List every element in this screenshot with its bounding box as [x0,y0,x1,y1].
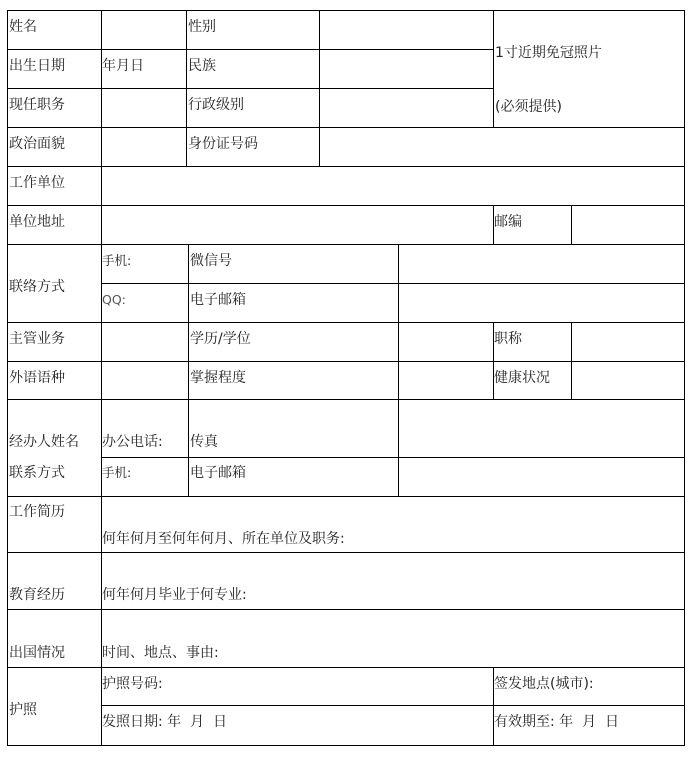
handler-contact-label: 联系方式 [9,465,65,481]
political-status-label: 政治面貌 [9,136,65,152]
current-position-label: 现任职务 [9,97,65,113]
rule [188,244,189,400]
mobile-label: 手机: [102,253,132,268]
rule [319,10,320,167]
rule [571,205,572,245]
issue-place-label: 签发地点(城市): [494,676,594,692]
rule [7,496,684,497]
rule [188,399,189,497]
admin-level-label: 行政级别 [188,97,244,113]
rule [493,10,494,128]
foreign-language-label: 外语语种 [9,370,65,386]
rule [7,361,684,362]
ethnicity-label: 民族 [188,58,216,74]
passport-number-label: 护照号码: [102,676,163,692]
education-history-hint: 何年何月毕业于何专业: [102,587,247,603]
handler-name-label: 经办人姓名 [9,434,79,450]
rule [398,244,399,400]
professional-title-label: 职称 [494,331,522,347]
employer-label: 工作单位 [9,175,65,191]
valid-until-label: 有效期至: 年 月 日 [494,714,619,730]
employer-address-label: 单位地址 [9,214,65,230]
photo-instruction: 1寸近期免冠照片 [495,45,602,61]
rule [571,322,572,400]
rule [7,205,684,206]
education-history-label: 教育经历 [9,587,65,603]
postcode-label: 邮编 [494,214,522,230]
handler-email-label: 电子邮箱 [190,465,246,481]
rule [7,745,684,746]
proficiency-label: 掌握程度 [190,370,246,386]
rule [7,552,684,553]
overseas-travel-label: 出国情况 [9,645,65,661]
rule [7,667,684,668]
handler-mobile-label: 手机: [102,465,132,480]
business-label: 主管业务 [9,331,65,347]
health-status-label: 健康状况 [494,370,550,386]
office-phone-label: 办公电话: [102,434,163,450]
wechat-label: 微信号 [190,253,232,269]
fax-label: 传真 [190,434,218,450]
name-label: 姓名 [9,19,37,35]
rule [398,399,399,497]
rule [7,127,684,128]
rule [7,10,684,11]
rule [7,10,8,746]
gender-label: 性别 [188,19,216,35]
work-history-label: 工作简历 [9,504,65,520]
passport-label: 护照 [9,702,37,718]
rule [7,166,684,167]
rule [7,399,684,400]
issue-date-label: 发照日期: 年 月 日 [102,714,227,730]
rule [7,244,684,245]
contact-method-label: 联络方式 [9,279,65,295]
overseas-travel-hint: 时间、地点、事由: [102,645,219,661]
rule [7,88,494,89]
birth-date-label: 出生日期 [9,58,65,74]
rule [7,609,684,610]
id-number-label: 身份证号码 [188,136,258,152]
education-degree-label: 学历/学位 [190,331,251,347]
rule [101,10,102,746]
rule [101,705,684,706]
email-label: 电子邮箱 [190,292,246,308]
rule [7,322,684,323]
birth-date-value: 年月日 [102,58,144,74]
rule [7,49,494,50]
photo-required-note: (必须提供) [495,99,562,115]
qq-label: QQ: [102,292,126,307]
work-history-hint: 何年何月至何年何月、所在单位及职务: [102,531,345,547]
rule [186,10,187,167]
rule [684,10,685,746]
